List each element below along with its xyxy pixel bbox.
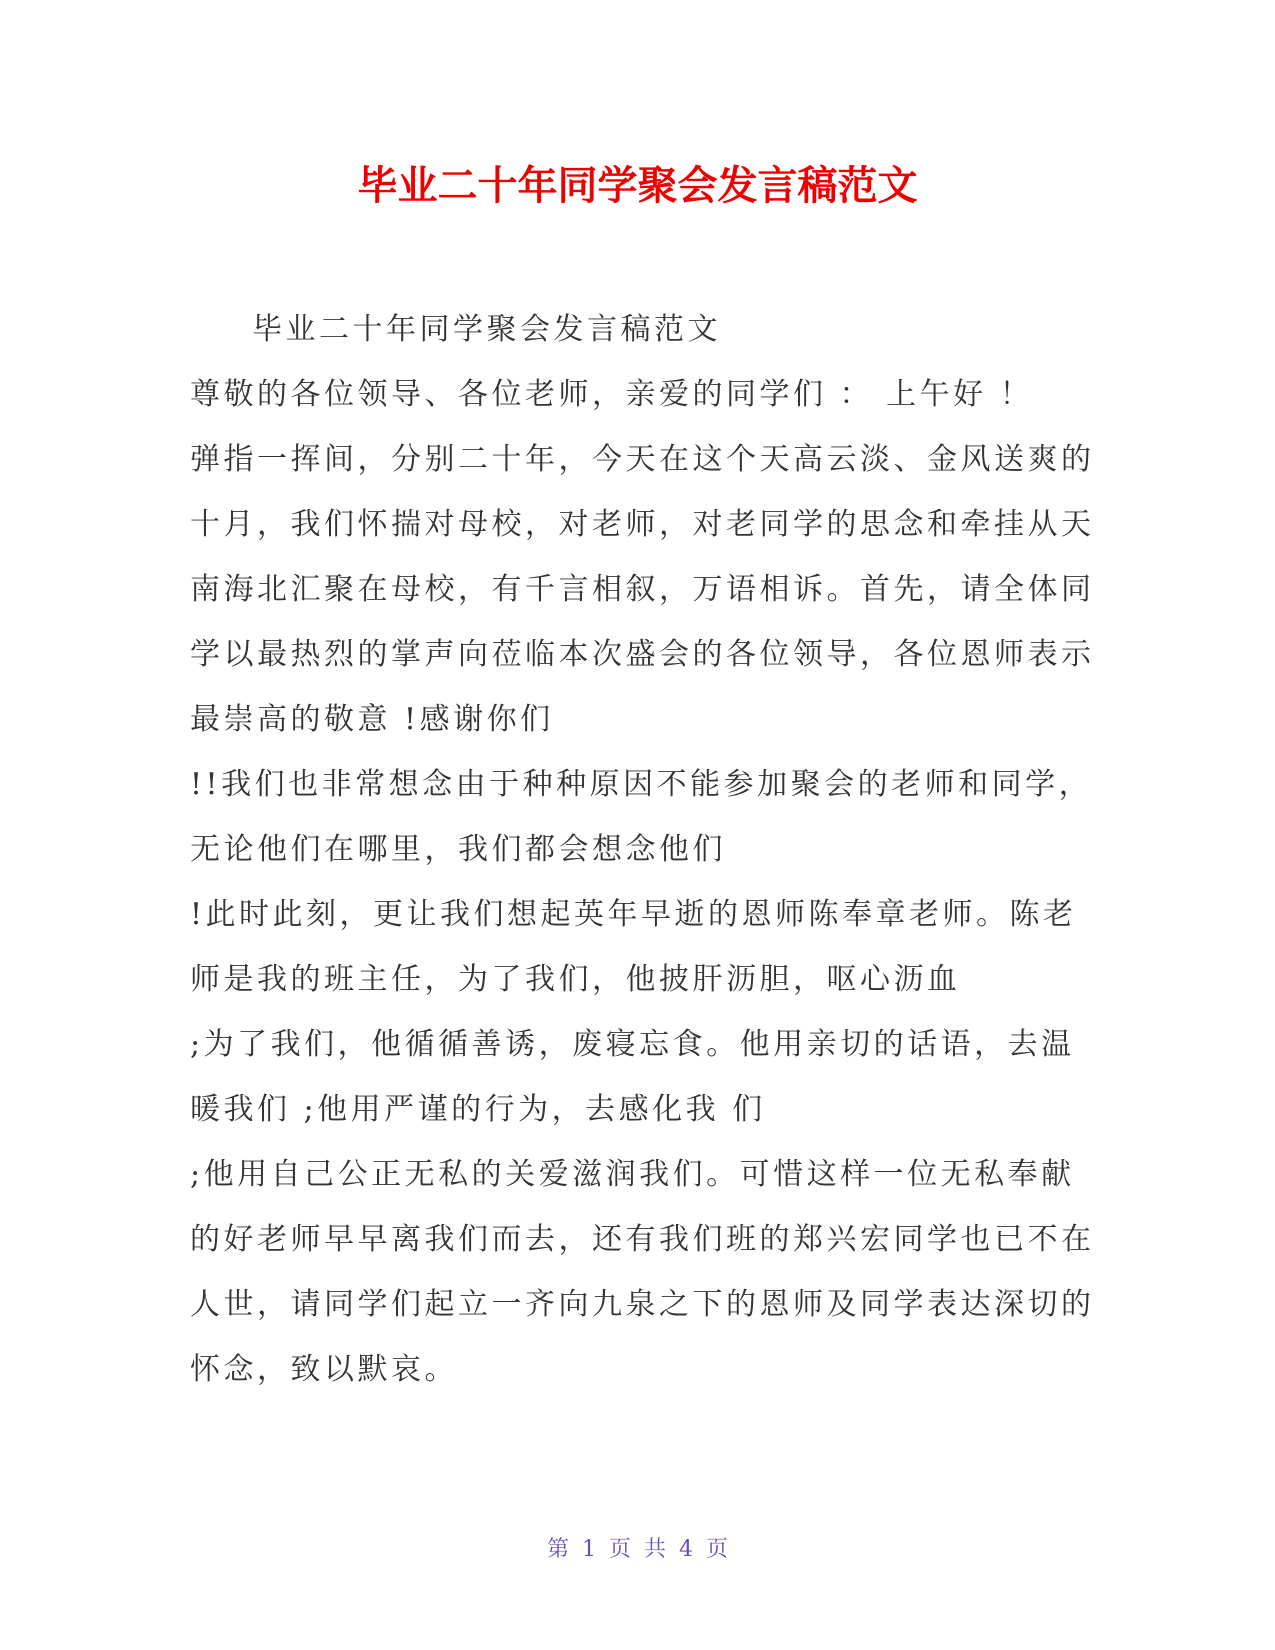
- body-line: 学以最热烈的掌声向莅临本次盛会的各位领导，各位恩师表示: [190, 637, 1095, 672]
- document-title: 毕业二十年同学聚会发言稿范文: [357, 163, 918, 209]
- body-line: 人世，请同学们起立一齐向九泉之下的恩师及同学表达深切的: [190, 1287, 1095, 1322]
- body-line: 怀念，致以默哀。: [190, 1352, 458, 1387]
- body-line: 最崇高的敬意 !感谢你们: [190, 702, 554, 737]
- body-line: !!我们也非常想念由于种种原因不能参加聚会的老师和同学，: [190, 767, 1093, 802]
- body-line: !此时此刻，更让我们想起英年早逝的恩师陈奉章老师。陈老: [190, 897, 1077, 932]
- body-line: 南海北汇聚在母校，有千言相叙，万语相诉。首先，请全体同: [190, 572, 1095, 607]
- body-line: 毕业二十年同学聚会发言稿范文: [252, 312, 721, 347]
- body-line: 师是我的班主任，为了我们，他披肝沥胆，呕心沥血: [190, 962, 961, 997]
- body-line: 无论他们在哪里，我们都会想念他们: [190, 832, 726, 867]
- body-line: 十月，我们怀揣对母校，对老师，对老同学的思念和牵挂从天: [190, 507, 1095, 542]
- document-body: [190, 297, 1095, 1402]
- body-line: 尊敬的各位领导、各位老师，亲爱的同学们 ： 上午好 ！: [190, 377, 1034, 412]
- body-line: 暖我们 ;他用严谨的行为，去感化我 们: [190, 1092, 766, 1127]
- body-line: ;他用自己公正无私的关爱滋润我们。可惜这样一位无私奉献: [190, 1157, 1075, 1192]
- body-line: 的好老师早早离我们而去，还有我们班的郑兴宏同学也已不在: [190, 1222, 1095, 1257]
- page-number-footer: 第 1 页 共 4 页: [547, 1537, 728, 1562]
- body-line: ;为了我们，他循循善诱，废寝忘食。他用亲切的话语，去温: [190, 1027, 1075, 1062]
- body-line: 弹指一挥间，分别二十年，今天在这个天高云淡、金风送爽的: [190, 442, 1095, 477]
